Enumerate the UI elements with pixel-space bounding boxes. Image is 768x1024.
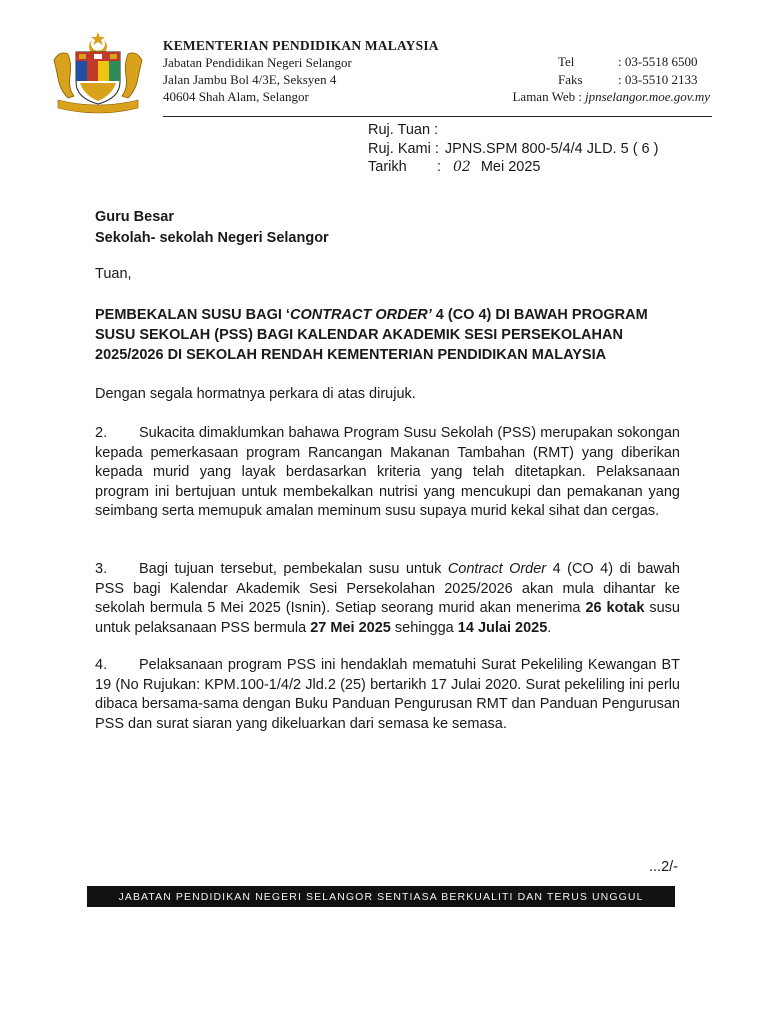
paragraph-3 [95, 560, 680, 638]
recipient-line-2: Sekolah- sekolah Negeri Selangor [95, 230, 329, 246]
footer-motto: JABATAN PENDIDIKAN NEGERI SELANGOR SENTIASA BERKUALITI DAN TERUS UNGGUL [118, 890, 644, 903]
address-line-2: 40604 Shah Alam, Selangor [163, 89, 309, 104]
paragraph-3-text-2: 4 (CO 4) di bawah PSS bagi Kalendar Akademik Sesi Persekolahan 2025/2026 akan mula dihantar ke sekolah bermula 5 Mei 2025 (Isnin). Setiap seorang murid akan menerima [95, 561, 680, 616]
address-line-1: Jalan Jambu Bol 4/3E, Seksyen 4 [163, 72, 337, 87]
dept-name: Jabatan Pendidikan Negeri Selangor [163, 55, 352, 70]
paragraph-3-text-5: . [547, 619, 552, 636]
recipient [95, 207, 329, 249]
recipient-line-1: Guru Besar [95, 209, 174, 225]
subject-italic: CONTRACT ORDER’ [289, 307, 432, 323]
paragraph-3-text-4: sehingga [390, 619, 458, 636]
paragraph-2-number: 2. [95, 425, 108, 441]
tarikh-label: Tarikh [368, 159, 407, 175]
ruj-kami-label: Ruj. Kami : [368, 140, 439, 157]
ruj-tuan-label: Ruj. Tuan : [368, 122, 439, 138]
paragraph-3-italic: Contract Order [447, 561, 547, 577]
tarikh-month-year: Mei 2025 [480, 159, 541, 175]
paragraph-3-bold-1: 26 kotak [585, 600, 645, 616]
paragraph-2 [95, 424, 680, 522]
paragraph-4 [95, 656, 680, 734]
ruj-kami-value: JPNS.SPM 800-5/4/4 JLD. 5 ( 6 ) [444, 140, 659, 157]
paragraph-3-text-1: Bagi tujuan tersebut, pembekalan susu untuk [139, 561, 448, 577]
web-label: Laman Web : [512, 89, 582, 104]
paragraph-3-bold-2: 27 Mei 2025 [310, 619, 391, 636]
subject-heading [95, 305, 680, 365]
footer-motto-band [87, 886, 675, 907]
letterhead-address [163, 37, 439, 105]
fax-value: : 03-5510 2133 [618, 71, 698, 87]
paragraph-3-text-3: susu untuk pelaksanaan PSS bermula [95, 600, 680, 636]
web-value[interactable]: jpnselangor.moe.gov.my [584, 89, 710, 104]
paragraph-3-bold-3: 14 Julai 2025 [457, 619, 548, 636]
letterhead-contact [512, 53, 710, 106]
opening-line: Dengan segala hormatnya perkara di atas dirujuk. [95, 386, 416, 402]
tel-label: Tel [558, 54, 575, 69]
subject-part-2: 4 (CO 4) DI BAWAH PROGRAM SUSU SEKOLAH (PSS) BAGI KALENDAR AKADEMIK SESI PERSEKOLAHAN 2025/2026 DI SEKOLAH RENDAH KEMENTERIAN PENDIDIKAN MALAYSIA [95, 307, 648, 363]
paragraph-3-number: 3. [95, 561, 108, 577]
malaysia-coat-of-arms-icon [48, 30, 148, 116]
subject-part-1: PEMBEKALAN SUSU BAGI ‘ [95, 307, 290, 323]
salutation: Tuan, [95, 266, 132, 282]
org-name: KEMENTERIAN PENDIDIKAN MALAYSIA [163, 38, 439, 53]
reference-block [368, 121, 658, 177]
tarikh-day-handwritten: 02 [453, 159, 471, 175]
page-continuation: ...2/- [648, 859, 678, 875]
paragraph-4-number: 4. [95, 657, 108, 673]
fax-label: Faks [558, 71, 583, 87]
tel-value: : 03-5518 6500 [618, 54, 698, 69]
letterhead-divider [163, 116, 712, 117]
tarikh-separator: : [437, 159, 442, 175]
paragraph-2-text: Sukacita dimaklumkan bahawa Program Susu Sekolah (PSS) merupakan sokongan kepada pemerkasaan program Rancangan Makanan Tambahan (RMT) yang diberikan kepada murid yang layak berdasarkan kriteria yang telah ditetapkan. Pelaksanaan program ini bertujuan untuk membekalkan nutrisi yang mencukupi dan pemakanan yang seimbang serta memupuk amalan meminum susu supaya murid kekal sihat dan cergas. [95, 425, 680, 519]
paragraph-4-text: Pelaksanaan program PSS ini hendaklah mematuhi Surat Pekeliling Kewangan BT 19 (No Rujukan: KPM.100-1/4/2 Jld.2 (25) bertarikh 17 Julai 2020. Surat pekeliling ini perlu dibaca bersama-sama dengan Buku Panduan Pengurusan RMT dan Panduan Pengurusan PSS dan surat siaran yang dikeluarkan dari semasa ke semasa. [95, 657, 680, 732]
